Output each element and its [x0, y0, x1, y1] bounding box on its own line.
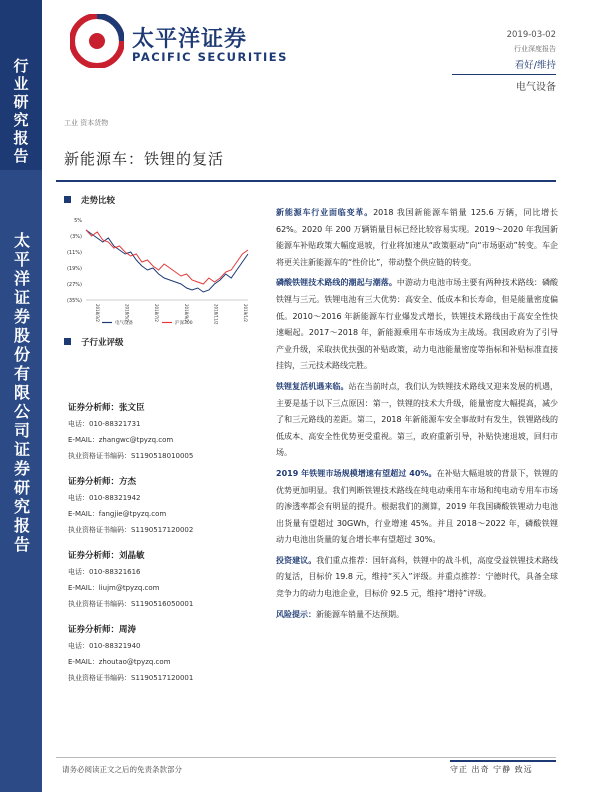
- analyst-name: 证券分析师：张文臣: [68, 403, 145, 413]
- brand-name-en: PACIFIC SECURITIES: [132, 50, 288, 64]
- y-tick-label: (3%): [70, 234, 82, 240]
- analyst-card: [68, 548, 260, 612]
- y-tick-label: 5%: [74, 218, 82, 224]
- footer-rule: [56, 757, 556, 758]
- header-rule: [452, 74, 556, 75]
- sidebar-top-label: 行业研究报告: [11, 58, 30, 166]
- bullet-square-icon: [64, 338, 71, 345]
- analyst-email: E-MAIL：zhangwc@tpyzq.com: [68, 436, 174, 444]
- y-tick-label: (19%): [66, 266, 82, 272]
- x-tick-label: 2018/9/2: [183, 304, 189, 322]
- analyst-name: 证券分析师：周涛: [68, 625, 137, 635]
- analyst-card: [68, 400, 260, 464]
- trend-chart: [62, 212, 252, 330]
- report-title: 新能源车：铁锂的复活: [64, 150, 225, 168]
- x-tick-label: 2018/5/2: [124, 304, 130, 322]
- y-axis: [67, 218, 248, 304]
- analyst-card: [68, 622, 260, 686]
- paragraph-lfp-revival: 铁锂复活机遇来临。站在当前时点，我们认为铁锂技术路线又迎来发展的机遇，主要是基于以下三点原因：第一，铁锂的技术大升级，能量密度大幅提高，减少了和三元路线的差距。第二，2018 年新能源车安全事故时有发生，铁锂路线的低成本、高安全性优势更受重视。第三，政府重新引导，补贴快速退坡，回归市场。: [276, 381, 558, 458]
- breadcrumb: 工业 资本货物: [64, 119, 109, 127]
- trend-heading: 走势比较: [64, 194, 115, 206]
- sub-industry-rating-heading: 子行业评级: [64, 336, 124, 348]
- analyst-license: 执业资格证书编码：S1190518010005: [68, 452, 194, 460]
- analyst-email: E-MAIL：fangjie@tpyzq.com: [68, 510, 167, 518]
- y-tick-label: (27%): [66, 282, 82, 288]
- summary-body: [276, 205, 558, 627]
- x-tick-label: 2019/1/2: [243, 304, 248, 322]
- x-tick-label: 2018/11/2: [213, 304, 219, 325]
- industry-rating: 看好/维持: [514, 60, 556, 71]
- sidebar-bottom-label: 太平洋证券股份有限公司证券研究报告: [11, 232, 31, 555]
- pacific-securities-logo: [70, 14, 124, 68]
- series-line: [86, 230, 248, 292]
- paragraph-lfp-history: 磷酸铁锂技术路线的潮起与潮落。中游动力电池市场主要有两种技术路线：磷酸铁锂与三元。铁锂电池有三大优势：高安全、低成本和长寿命，但是能量密度偏低。2010～2016 年新能源车行业爆发式增长，铁锂技术路线由于高安全性快速崛起。2017～2018 年，新能源乘用车市场成为主战场。我国政府为了引导产业升级，采取扶优扶强的补贴政策，动力电池能量密度等指标和补贴标准直接挂钩，三元技术路线完胜。: [276, 278, 559, 371]
- brand-name-cn: 太平洋证券: [132, 27, 248, 52]
- x-tick-label: 2018/7/2: [154, 304, 160, 322]
- y-tick-label: (35%): [66, 298, 82, 304]
- sector-name: 电气设备: [516, 82, 556, 93]
- analyst-name: 证券分析师：刘晶敏: [68, 551, 145, 561]
- analyst-license: 执业资格证书编码：S1190517120001: [68, 674, 194, 682]
- analyst-phone: 电话：010-88321940: [68, 642, 141, 650]
- bullet-square-icon: [64, 196, 71, 203]
- company-motto: 守正 出奇 宁静 致远: [450, 760, 556, 775]
- disclaimer-note: 请务必阅读正文之后的免责条款部分: [62, 765, 182, 774]
- chart-lines: [86, 230, 248, 292]
- analyst-license: 执业资格证书编码：S1190516050001: [68, 600, 194, 608]
- legend-label: 沪深300: [175, 321, 193, 326]
- paragraph-market-growth: 2019 年铁锂市场规模增速有望超过 40%。在补贴大幅退坡的背景下，铁锂的优势更加明显。我们判断铁锂技术路线在纯电动乘用车市场和纯电动专用车市场的渗透率都会有明显的提升。根据我们的测算，2019 年我国磷酸铁锂动力电池出货量有望超过 30GWh，行业增速 45%。并且 2018～2022 年，磷酸铁锂动力电池出货量的复合增长率有望超过 30%。: [276, 468, 559, 545]
- analyst-name: 证券分析师：方杰: [68, 477, 137, 487]
- paragraph-risk-warning: 风险提示：新能源车销量不达预期。: [276, 609, 404, 619]
- analyst-list: [68, 400, 260, 696]
- analyst-email: E-MAIL：liujm@tpyzq.com: [68, 584, 160, 592]
- analyst-email: E-MAIL：zhoutao@tpyzq.com: [68, 658, 171, 666]
- paragraph-industry-change: 新能源车行业面临变革。2018 我国新能源车销量 125.6 万辆，同比增长 62%。2020 年 200 万辆销量目标已经比较容易实现。2019～2020 年我国新能源车补贴政策大幅度退坡，行业将加速从“政策驱动”向“市场驱动”转变。车企将更关注新能源车的“性价比”，带动整个供应链的转变。: [276, 208, 558, 267]
- report-type: 行业深度报告: [514, 45, 556, 53]
- legend-label: 电气设备: [115, 321, 133, 326]
- x-tick-label: 2018/3/2: [95, 304, 100, 322]
- y-tick-label: (11%): [66, 250, 82, 256]
- analyst-phone: 电话：010-88321616: [68, 568, 141, 576]
- title-divider: [56, 180, 556, 182]
- chart-legend: [102, 319, 193, 326]
- analyst-phone: 电话：010-88321942: [68, 494, 141, 502]
- analyst-license: 执业资格证书编码：S1190517120002: [68, 526, 194, 534]
- paragraph-investment-advice: 投资建议。我们重点推荐：国轩高科，铁锂中的战斗机，高度受益铁锂技术路线的复活，目标价 19.8 元，维持“买入”评级。并重点推荐：宁德时代，具备全球竞争力的动力电池企业，目标价 92.5 元，维持“增持”评级。: [276, 555, 558, 599]
- analyst-phone: 电话：010-88321731: [68, 420, 141, 428]
- report-date: 2019-03-02: [506, 30, 556, 40]
- analyst-card: [68, 474, 260, 538]
